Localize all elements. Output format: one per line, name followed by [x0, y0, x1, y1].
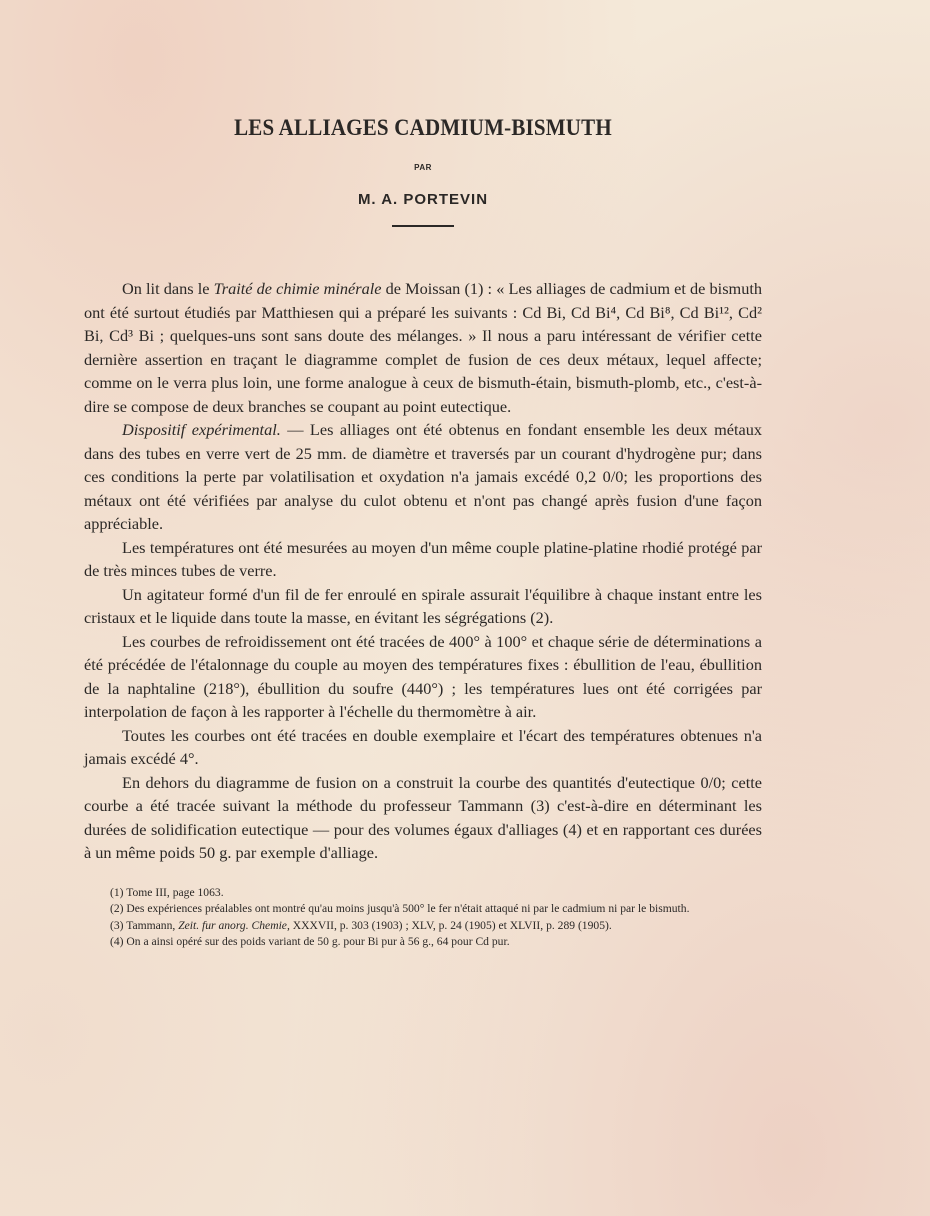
footnote: (3) Tammann, Zeit. fur anorg. Chemie, XXXVII, p. 303 (1903) ; XLV, p. 24 (1905) et XLVII, p. 289 (1905).: [110, 918, 612, 932]
footnote: (4) On a ainsi opéré sur des poids variant de 50 g. pour Bi pur à 56 g., 64 pour Cd pur.: [110, 935, 510, 949]
footnote: (2) Des expériences préalables ont montré qu'au moins jusqu'à 500° le fer n'était attaqué ni par le cadmium ni par le bismuth.: [110, 902, 690, 916]
paragraph: Dispositif expérimental. — Les alliages ont été obtenus en fondant ensemble les deux métaux dans des tubes en verre vert de 25 mm. de diamètre et traversés par un courant d'hydrogène pur; dans ces conditions la perte par volatilisation et oxydation n'a jamais excédé 0,2 0/0; les proportions des métaux ont été vérifiées par analyse du culot obtenu et n'ont pas changé après fusion d'une façon appréciable.: [84, 420, 762, 533]
paragraph: En dehors du diagramme de fusion on a construit la courbe des quantités d'eutectique 0/0; cette courbe a été tracée suivant la méthode du professeur Tammann (3) c'est-à-dire en déterminant les durées de solidification eutectique — pour des volumes égaux d'alliages (4) et en rapportant ces durées à un même poids 50 g. par exemple d'alliage.: [84, 772, 762, 862]
article-body: [84, 277, 762, 865]
paragraph: Les températures ont été mesurées au moyen d'un même couple platine-platine rhodié protégé par de très minces tubes de verre.: [84, 537, 762, 580]
paragraph: On lit dans le Traité de chimie minérale de Moissan (1) : « Les alliages de cadmium et de bismuth ont été surtout étudiés par Matthiesen qui a préparé les suivants : Cd Bi, Cd Bi⁴, Cd Bi⁸, Cd Bi¹², Cd² Bi, Cd³ Bi ; quelques-uns sont sans doute des mélanges. » Il nous a paru intéressant de vérifier cette dernière assertion en traçant le diagramme complet de fusion de ces deux métaux, lequel affecte; comme on le verra plus loin, une forme analogue à ceux de bismuth-étain, bismuth-plomb, etc., c'est-à-dire se compose de deux branches se coupant au point eutectique.: [84, 279, 763, 416]
author-name: M. A. PORTEVIN: [357, 191, 489, 208]
paragraph: Un agitateur formé d'un fil de fer enroulé en spirale assurait l'équilibre à chaque instant entre les cristaux et le liquide dans toute la masse, en évitant les ségrégations (2).: [84, 584, 762, 627]
article: [84, 112, 762, 951]
footnote: (1) Tome III, page 1063.: [110, 885, 224, 899]
article-title: LES ALLIAGES CADMIUM-BISMUTH: [234, 113, 612, 141]
paragraph: Toutes les courbes ont été tracées en double exemplaire et l'écart des températures obtenues n'a jamais excédé 4°.: [84, 725, 762, 768]
byline-par: PAR: [414, 163, 432, 172]
title-rule: [392, 225, 454, 227]
paragraph: Les courbes de refroidissement ont été tracées de 400° à 100° et chaque série de déterminations a été précédée de l'étalonnage du couple au moyen des températures fixes : ébullition de l'eau, ébullition de la naphtaline (218°), ébullition du soufre (440°) ; les températures lues ont été corrigées par interpolation de façon à les rapporter à l'échelle du thermomètre à air.: [84, 631, 762, 721]
footnotes: [84, 885, 762, 951]
